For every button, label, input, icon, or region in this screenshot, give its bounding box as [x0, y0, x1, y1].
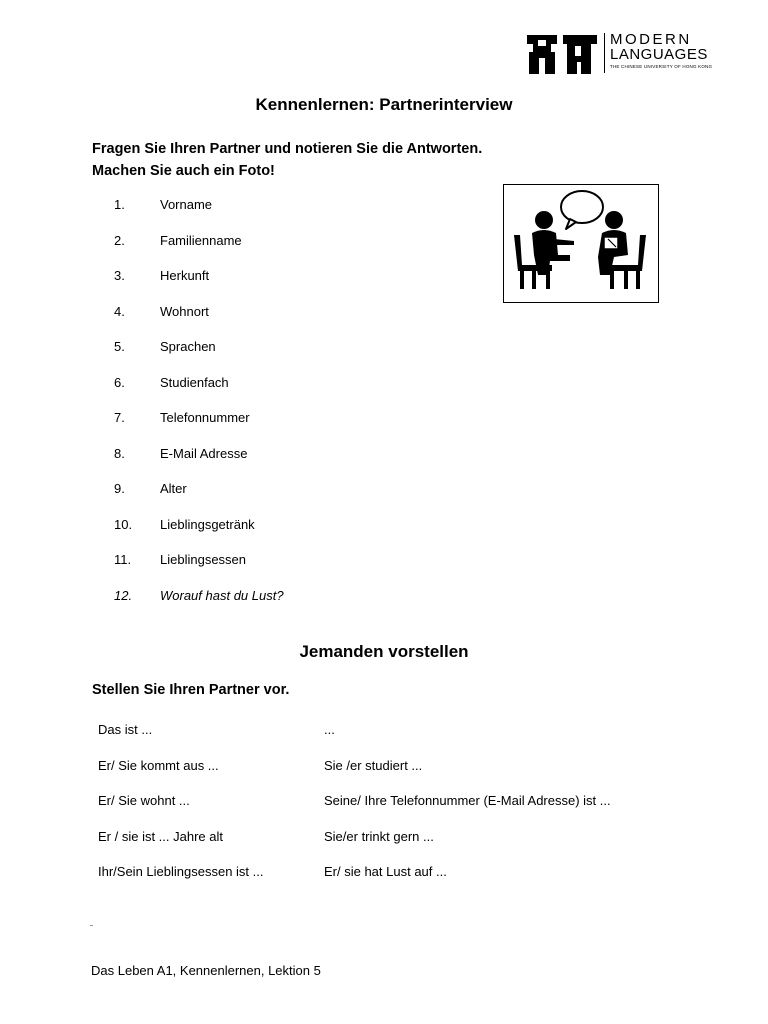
logo-text-languages: LANGUAGES — [610, 46, 708, 63]
question-text: Telefonnummer — [160, 410, 250, 425]
stray-mark — [90, 925, 93, 926]
question-text: Worauf hast du Lust? — [160, 587, 284, 603]
logo-text-modern: MODERN — [610, 31, 692, 48]
phrase-left: Er/ Sie kommt aus ... — [98, 757, 219, 773]
question-text: Familienname — [160, 232, 242, 248]
instructions — [92, 138, 482, 182]
phrase-right: ... — [324, 722, 335, 737]
question-text: Sprachen — [160, 339, 216, 354]
question-text: Wohnort — [160, 303, 209, 319]
question-number: 2. — [114, 232, 125, 248]
page-footer: Das Leben A1, Kennenlernen, Lektion 5 — [91, 963, 321, 978]
question-number: 8. — [114, 445, 125, 461]
question-text: Herkunft — [160, 268, 210, 283]
question-number: 9. — [114, 481, 125, 496]
phrase-row — [98, 791, 658, 827]
question-number: 1. — [114, 197, 125, 212]
page-title: Kennenlernen: Partnerinterview — [255, 95, 513, 114]
question-number: 6. — [114, 374, 125, 390]
question-number: 4. — [114, 303, 125, 319]
phrase-row — [98, 756, 658, 792]
phrase-left: Das ist ... — [98, 722, 153, 737]
section-instruction: Stellen Sie Ihren Partner vor. — [92, 682, 290, 698]
instruction-line-2: Machen Sie auch ein Foto! — [92, 163, 275, 179]
phrase-row — [98, 862, 658, 898]
question-number: 7. — [114, 410, 125, 425]
phrase-row — [98, 720, 658, 756]
question-text: Lieblingsgetränk — [160, 516, 255, 532]
phrase-left: Ihr/Sein Lieblingsessen ist ... — [98, 864, 264, 879]
university-logo-icon — [523, 32, 601, 76]
question-number: 12. — [114, 587, 133, 603]
question-text: Alter — [160, 481, 187, 496]
question-text: Lieblingsessen — [160, 552, 247, 567]
phrase-right: Sie /er studiert ... — [324, 757, 423, 773]
phrase-right: Sie/er trinkt gern ... — [324, 828, 434, 844]
instruction-line-1: Fragen Sie Ihren Partner und notieren Sie die Antworten. — [92, 141, 483, 157]
phrase-left: Er / sie ist ... Jahre alt — [98, 828, 223, 844]
phrase-right: Seine/ Ihre Telefonnummer (E-Mail Adresse) ist ... — [324, 793, 611, 808]
question-number: 3. — [114, 268, 125, 283]
question-text: Studienfach — [160, 374, 229, 390]
logo-divider — [604, 33, 605, 73]
section-title-introduce: Jemanden vorstellen — [299, 642, 469, 661]
logo-text-university: THE CHINESE UNIVERSITY OF HONG KONG — [610, 64, 713, 69]
two-people-talking-icon — [504, 185, 658, 302]
question-text: Vorname — [160, 197, 213, 212]
interview-illustration — [503, 184, 659, 303]
question-text: E-Mail Adresse — [160, 445, 248, 461]
phrase-left: Er/ Sie wohnt ... — [98, 793, 190, 808]
phrase-table — [98, 720, 658, 898]
phrase-right: Er/ sie hat Lust auf ... — [324, 864, 447, 879]
modern-languages-logo — [523, 32, 713, 76]
phrase-row — [98, 827, 658, 863]
question-number: 11. — [114, 552, 132, 567]
question-number: 5. — [114, 339, 125, 354]
question-number: 10. — [114, 516, 133, 532]
